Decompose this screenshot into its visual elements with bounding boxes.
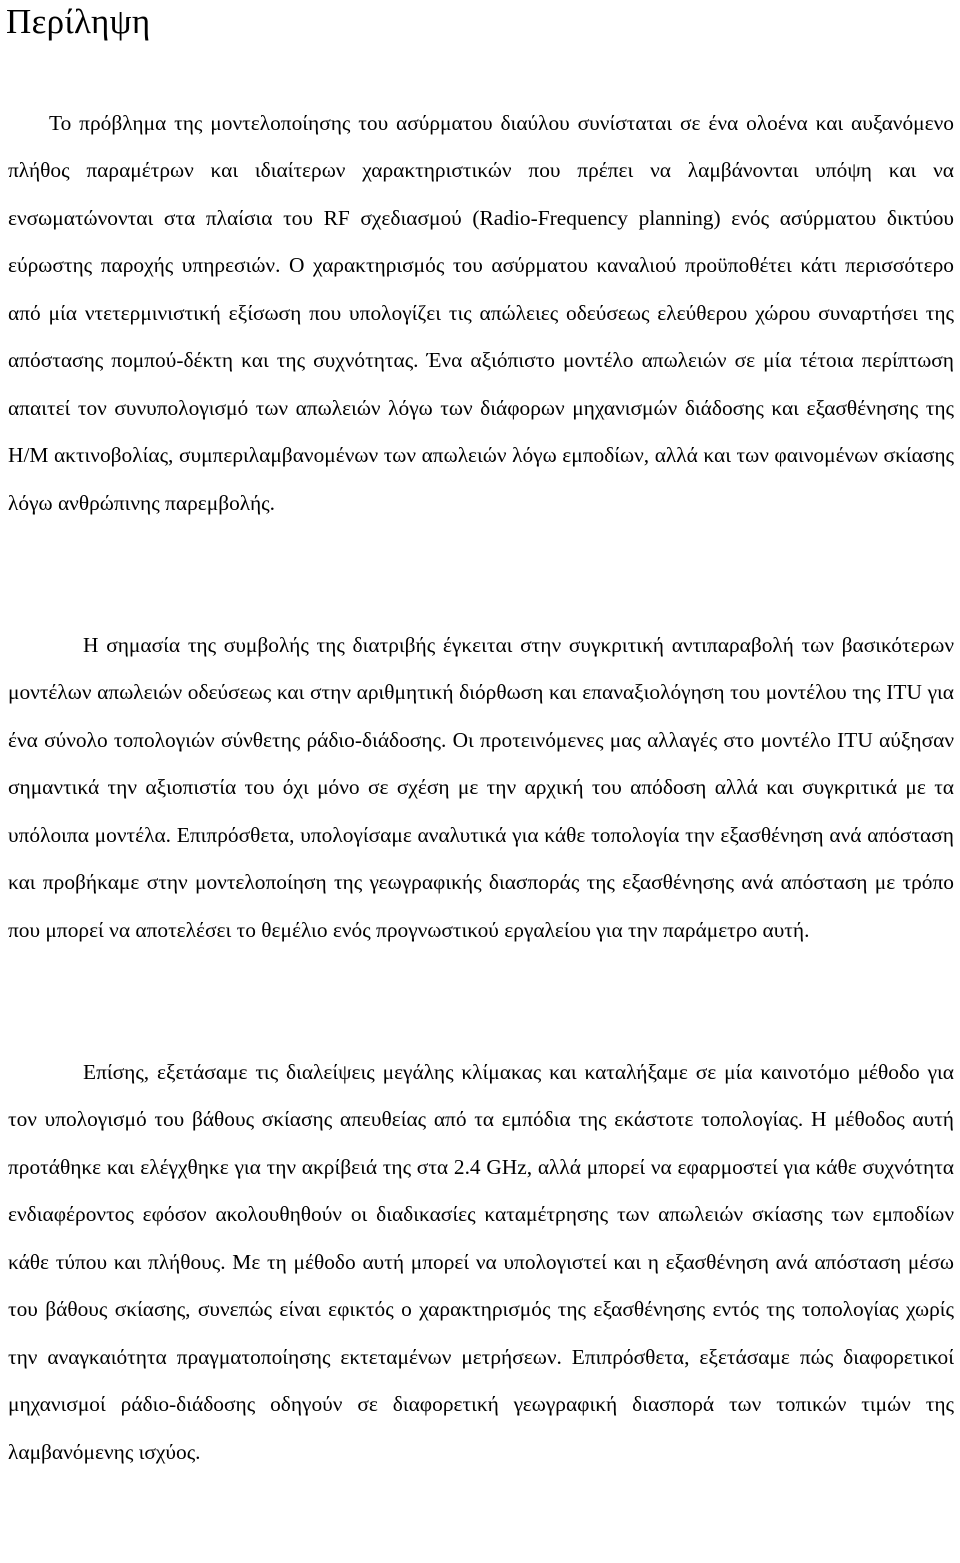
page-title: Περίληψη	[6, 2, 151, 41]
abstract-paragraph-3: Επίσης, εξετάσαμε τις διαλείψεις μεγάλης κλίμακας και καταλήξαμε σε μία καινοτόμο μέθοδο για τον υπολογισμό του βάθους σκίασης απευθείας από τα εμπόδια της εκάστοτε τοπολογίας. Η μέθοδος αυτή προτάθηκε και ελέγχθηκε για την ακρίβειά της στα 2.4 GHz, αλλά μπορεί να εφαρμοστεί για κάθε συχνότητα ενδιαφέροντος εφόσον ακολουθηθούν οι διαδικασίες καταμέτρησης των απωλειών σκίασης των εμποδίων κάθε τύπου και πλήθους. Με τη μέθοδο αυτή μπορεί να υπολογιστεί και η εξασθένηση ανά απόσταση μέσω του βάθους σκίασης, συνεπώς είναι εφικτός ο χαρακτηρισμός της εξασθένησης εντός της τοπολογίας χωρίς την αναγκαιότητα πραγματοποίησης εκτεταμένων μετρήσεων. Επιπρόσθετα, εξετάσαμε πώς διαφορετικοί μηχανισμοί ράδιο-διάδοσης οδηγούν σε διαφορετική γεωγραφική διασπορά των τοπικών τιμών της λαμβανόμενης ισχύος.	[8, 1060, 954, 1464]
abstract-paragraph-1: Το πρόβλημα της μοντελοποίησης του ασύρματου διαύλου συνίσταται σε ένα ολοένα και αυξανόμενο πλήθος παραμέτρων και ιδιαίτερων χαρακτηριστικών που πρέπει να λαμβάνονται υπόψη και να ενσωματώνονται στα πλαίσια του RF σχεδιασμού (Radio-Frequency planning) ενός ασύρματου δικτύου εύρωστης παροχής υπηρεσιών. Ο χαρακτηρισμός του ασύρματου καναλιού προϋποθέτει κάτι περισσότερο από μία ντετερμινιστική εξίσωση που υπολογίζει τις απώλειες οδεύσεως ελεύθερου χώρου συναρτήσει της απόστασης πομπού-δέκτη και της συχνότητας. Ένα αξιόπιστο μοντέλο απωλειών σε μία τέτοια περίπτωση απαιτεί τον συνυπολογισμό των απωλειών λόγω των διάφορων μηχανισμών διάδοσης και εξασθένησης της Η/Μ ακτινοβολίας, συμπεριλαμβανομένων των απωλειών λόγω εμποδίων, αλλά και των φαινομένων σκίασης λόγω ανθρώπινης παρεμβολής.	[8, 111, 954, 515]
abstract-paragraph-2: Η σημασία της συμβολής της διατριβής έγκειται στην συγκριτική αντιπαραβολή των βασικότερων μοντέλων απωλειών οδεύσεως και στην αριθμητική διόρθωση και επαναξιολόγηση του μοντέλου της ITU για ένα σύνολο τοπολογιών σύνθετης ράδιο-διάδοσης. Οι προτεινόμενες μας αλλαγές στο μοντέλο ITU αύξησαν σημαντικά την αξιοπιστία του όχι μόνο σε σχέση με την αρχική του απόδοση αλλά και συγκριτικά με τα υπόλοιπα μοντέλα. Επιπρόσθετα, υπολογίσαμε αναλυτικά για κάθε τοπολογία την εξασθένηση ανά απόσταση και προβήκαμε στην μοντελοποίηση της γεωγραφικής διασποράς της εξασθένησης ανά απόσταση με τρόπο που μπορεί να αποτελέσει το θεμέλιο ενός προγνωστικού εργαλείου για την παράμετρο αυτή.	[8, 633, 954, 942]
